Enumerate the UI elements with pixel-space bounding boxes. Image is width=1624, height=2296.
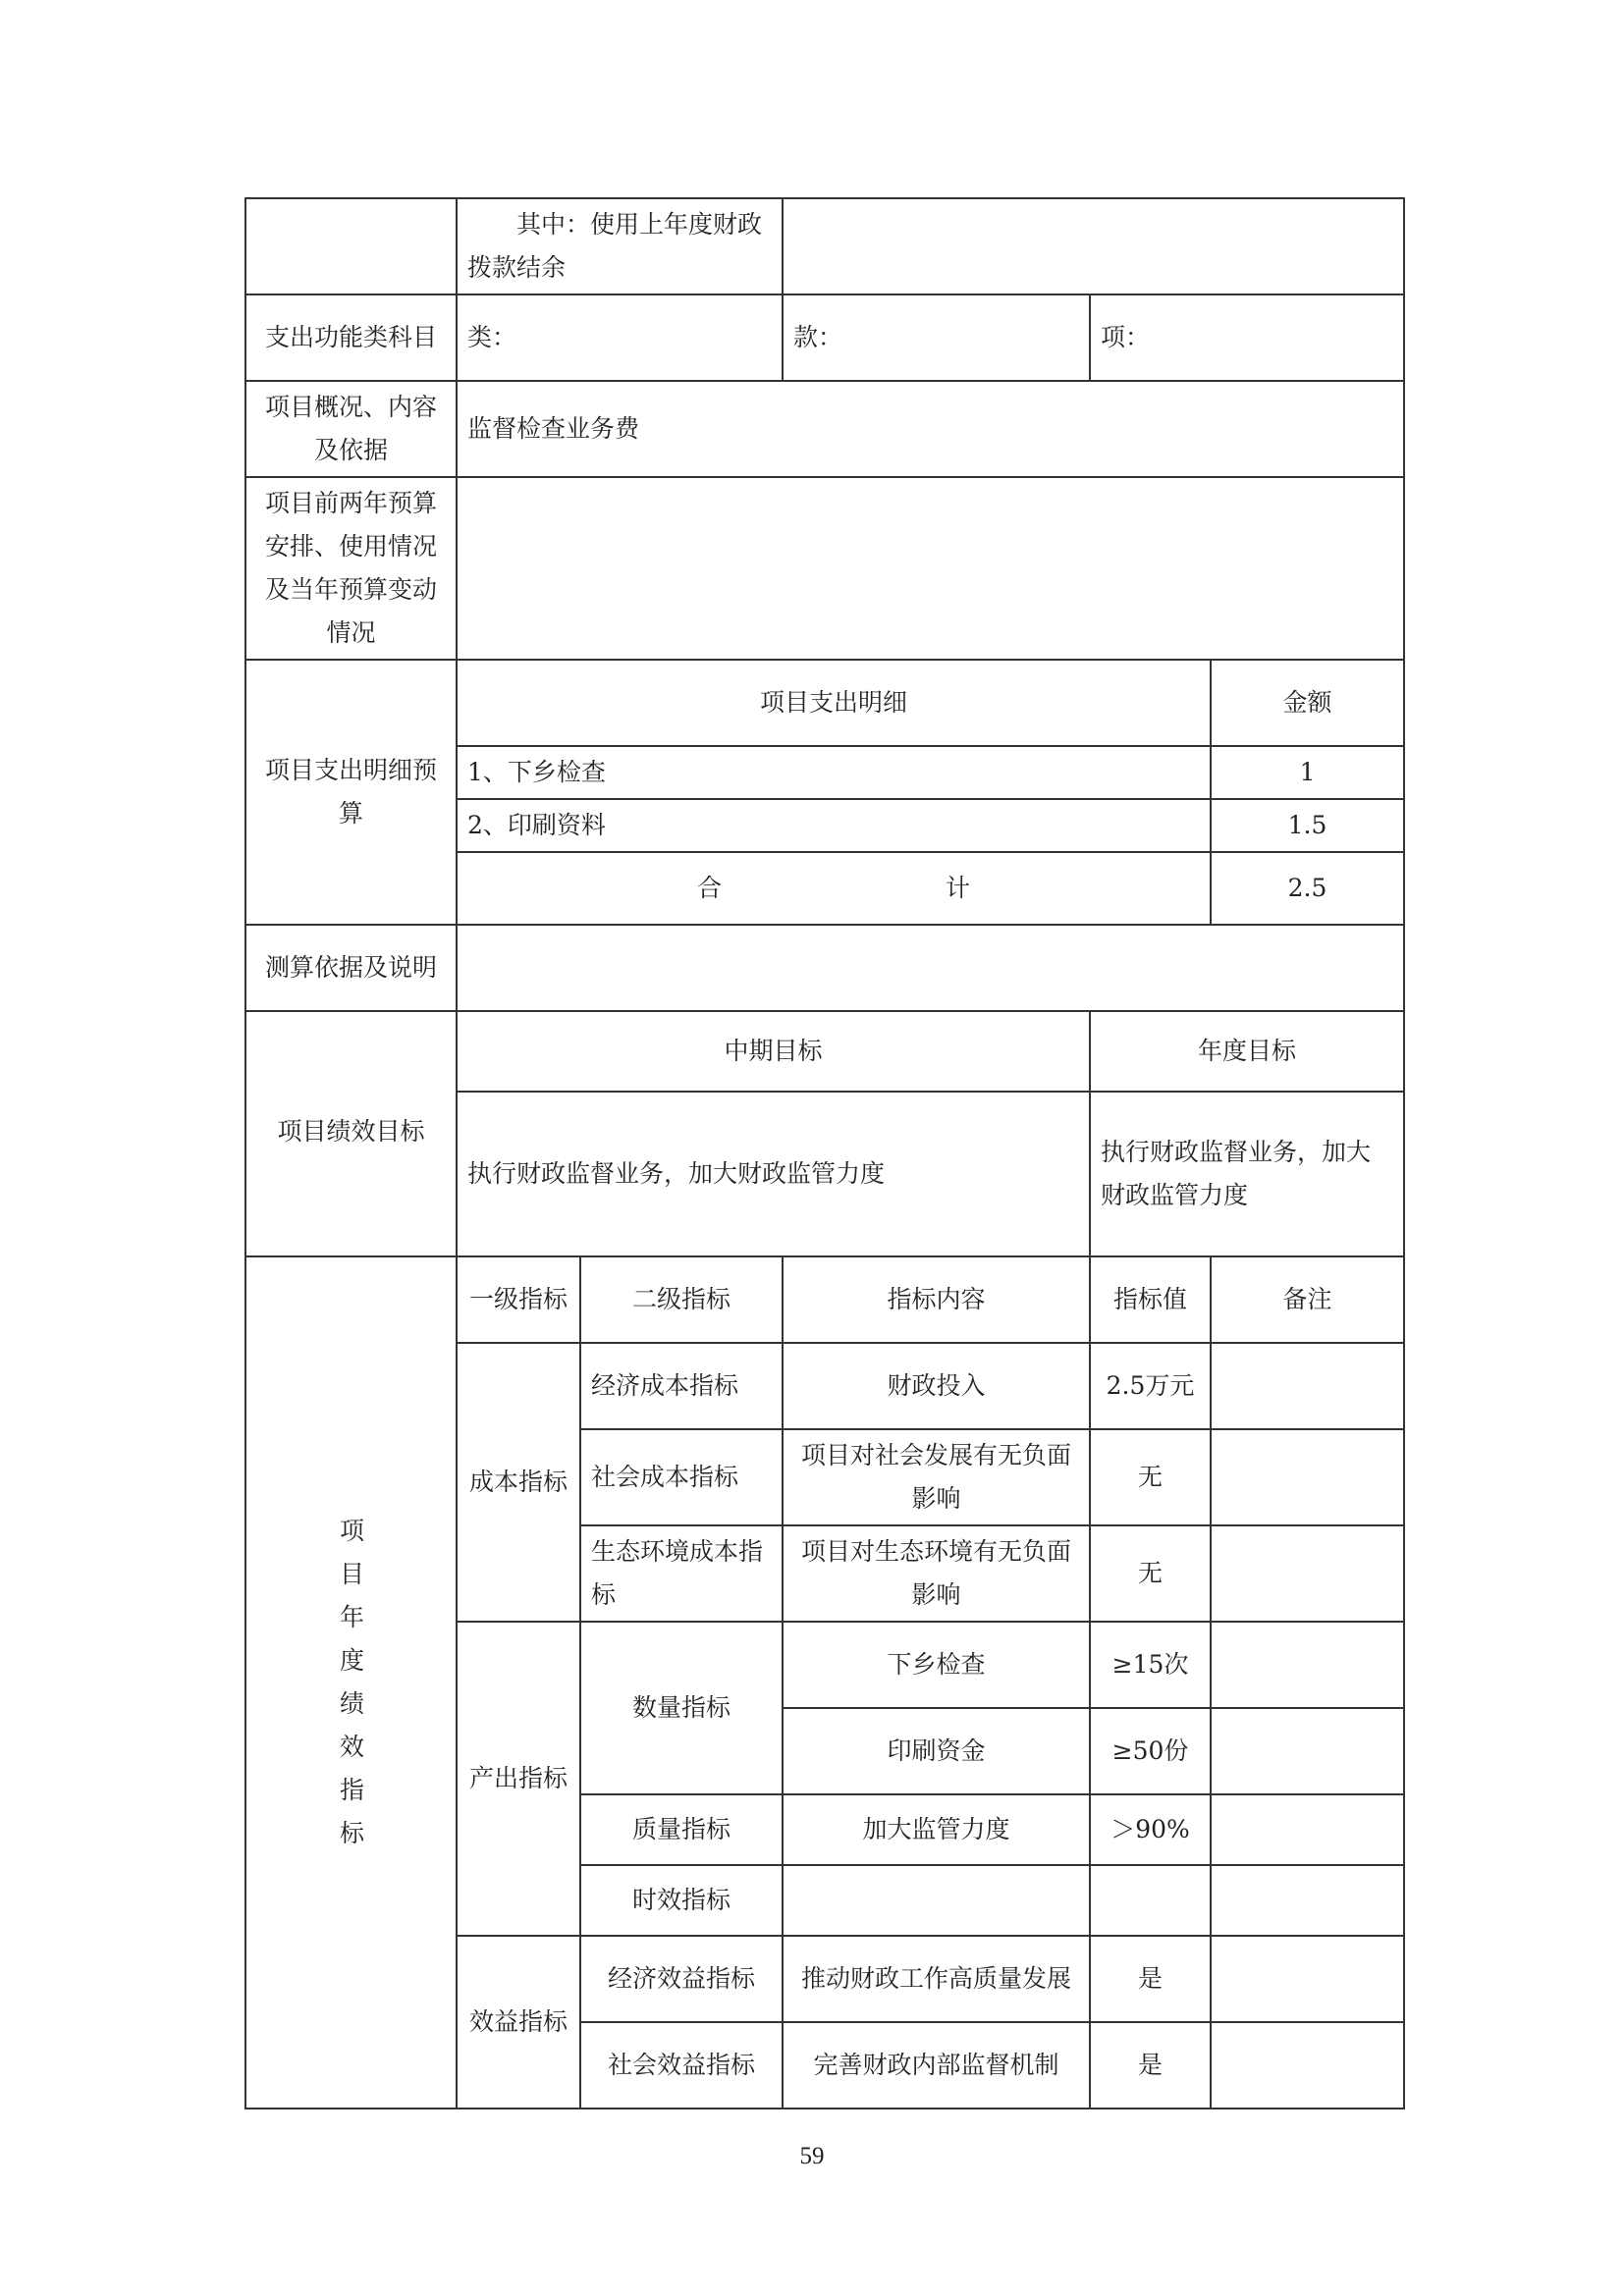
annual-goal-header: 年度目标	[1090, 1011, 1404, 1092]
content-header: 指标内容	[783, 1256, 1090, 1343]
calculation-basis-label: 测算依据及说明	[245, 925, 457, 1011]
expense-item: 1、下乡检查	[457, 746, 1211, 799]
mid-term-goal-header: 中期目标	[457, 1011, 1090, 1092]
benefit-indicator-label: 效益指标	[457, 1936, 580, 2109]
note-cell	[1211, 1343, 1404, 1429]
budget-table	[244, 197, 1405, 2109]
note-cell	[1211, 2022, 1404, 2109]
project-overview-value: 监督检查业务费	[457, 381, 1404, 477]
empty-cell	[245, 198, 457, 294]
quality-indicator-label: 质量指标	[580, 1794, 783, 1865]
annual-indicators-label: 项目年度绩效指标	[245, 1256, 457, 2109]
content-cell: 印刷资金	[783, 1708, 1090, 1794]
function-class-cell: 类：	[457, 294, 783, 381]
note-cell	[1211, 1794, 1404, 1865]
total-amount: 2.5	[1211, 852, 1404, 925]
level2-cell: 生态环境成本指标	[580, 1525, 783, 1622]
total-label	[457, 852, 1211, 925]
note-cell	[1211, 1708, 1404, 1794]
value-cell: ＞90%	[1090, 1794, 1211, 1865]
level1-header: 一级指标	[457, 1256, 580, 1343]
value-cell: ≥15次	[1090, 1622, 1211, 1708]
timeliness-indicator-label: 时效指标	[580, 1865, 783, 1936]
project-overview-label: 项目概况、内容及依据	[245, 381, 457, 477]
prior-budget-value	[457, 477, 1404, 660]
expense-item: 2、印刷资料	[457, 799, 1211, 852]
function-subject-label: 支出功能类科目	[245, 294, 457, 381]
level2-cell: 社会成本指标	[580, 1429, 783, 1525]
note-cell	[1211, 1622, 1404, 1708]
value-cell: 是	[1090, 1936, 1211, 2022]
note-cell	[1211, 1865, 1404, 1936]
value-header: 指标值	[1090, 1256, 1211, 1343]
level2-header: 二级指标	[580, 1256, 783, 1343]
annual-goal-value: 执行财政监督业务，加大财政监管力度	[1090, 1092, 1404, 1256]
content-cell: 推动财政工作高质量发展	[783, 1936, 1090, 2022]
content-cell: 加大监管力度	[783, 1794, 1090, 1865]
expense-amount: 1.5	[1211, 799, 1404, 852]
value-cell: 是	[1090, 2022, 1211, 2109]
note-cell	[1211, 1936, 1404, 2022]
level2-cell: 经济成本指标	[580, 1343, 783, 1429]
level2-cell: 经济效益指标	[580, 1936, 783, 2022]
amount-header: 金额	[1211, 660, 1404, 746]
content-cell: 下乡检查	[783, 1622, 1090, 1708]
total-ji: 计	[945, 874, 970, 902]
calculation-basis-value	[457, 925, 1404, 1011]
expense-detail-header: 项目支出明细	[457, 660, 1211, 746]
content-cell: 项目对社会发展有无负面影响	[783, 1429, 1090, 1525]
level2-cell: 社会效益指标	[580, 2022, 783, 2109]
quantity-indicator-label: 数量指标	[580, 1622, 783, 1794]
total-he: 合	[696, 874, 722, 902]
function-section-cell: 款：	[783, 294, 1090, 381]
content-cell	[783, 1865, 1090, 1936]
mid-term-goal-value: 执行财政监督业务，加大财政监管力度	[457, 1092, 1090, 1256]
note-header: 备注	[1211, 1256, 1404, 1343]
performance-goal-label: 项目绩效目标	[245, 1011, 457, 1256]
value-cell: 无	[1090, 1429, 1211, 1525]
content-cell: 财政投入	[783, 1343, 1090, 1429]
content-cell: 项目对生态环境有无负面影响	[783, 1525, 1090, 1622]
cost-indicator-label: 成本指标	[457, 1343, 580, 1622]
value-cell: 无	[1090, 1525, 1211, 1622]
value-cell: ≥50份	[1090, 1708, 1211, 1794]
expense-amount: 1	[1211, 746, 1404, 799]
prior-year-balance-label: 其中：使用上年度财政拨款结余	[457, 198, 783, 294]
note-cell	[1211, 1429, 1404, 1525]
page-number: 59	[799, 2143, 825, 2169]
expense-detail-label: 项目支出明细预算	[245, 660, 457, 925]
prior-year-balance-value	[783, 198, 1404, 294]
value-cell	[1090, 1865, 1211, 1936]
prior-budget-label: 项目前两年预算安排、使用情况及当年预算变动情况	[245, 477, 457, 660]
output-indicator-label: 产出指标	[457, 1622, 580, 1936]
content-cell: 完善财政内部监督机制	[783, 2022, 1090, 2109]
value-cell: 2.5万元	[1090, 1343, 1211, 1429]
note-cell	[1211, 1525, 1404, 1622]
function-item-cell: 项：	[1090, 294, 1404, 381]
